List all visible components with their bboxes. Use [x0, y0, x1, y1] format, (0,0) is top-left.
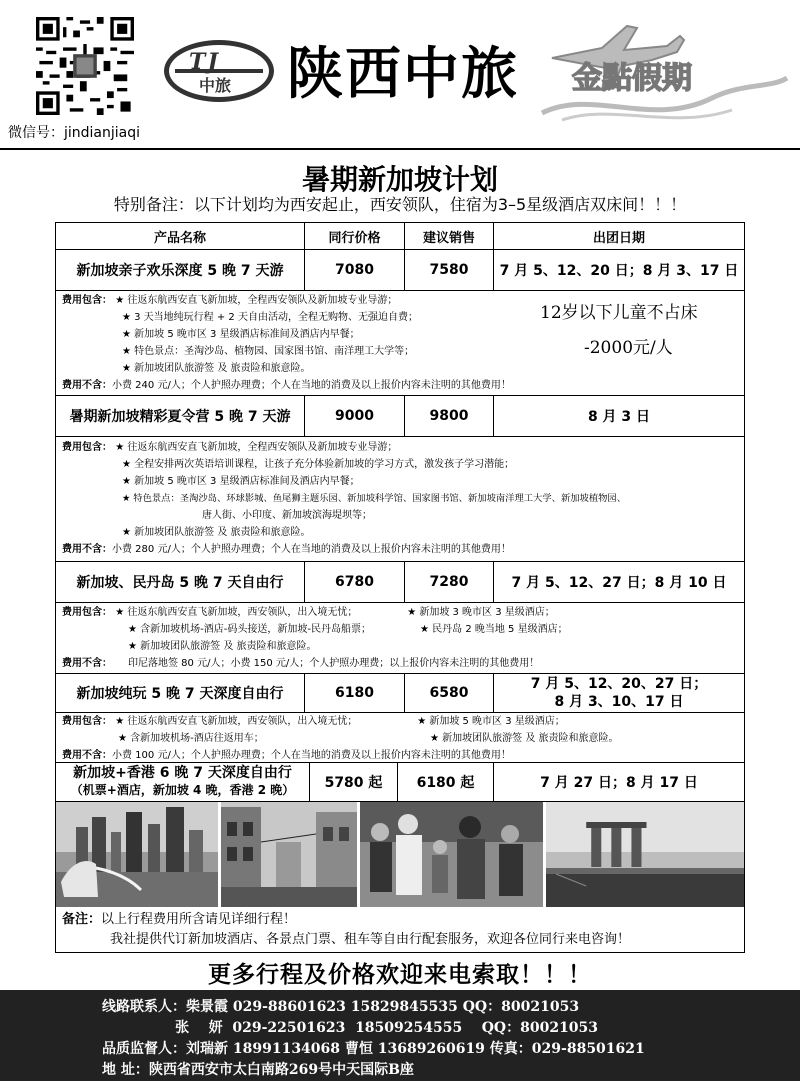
product-name: 暑期新加坡精彩夏令营 5 晚 7 天游: [56, 396, 305, 436]
dates-line-1: 7 月 5、12、20、27 日；: [530, 676, 708, 692]
supervisor-line: 品质监督人：刘瑞新 18991134068 曹恒 13689260619 传真：029-88501621: [102, 1041, 645, 1057]
departure-dates: 7 月 27 日；8 月 17 日: [540, 775, 698, 791]
include-item: ★ 新加坡团队旅游签 及 旅责险和旅意险。: [128, 641, 317, 652]
address-line: 地 址：陕西省西安市太白南路269号中天国际B座: [102, 1062, 414, 1078]
product-name: 新加坡、民丹岛 5 晚 7 天自由行: [56, 562, 305, 602]
company-logo: [164, 40, 274, 102]
departure-dates: [494, 674, 744, 712]
include-item: ★ 含新加坡机场-酒店-码头接送，新加坡-民丹岛船票；: [128, 624, 371, 635]
include-item: ★ 特色景点：圣淘沙岛、植物园、国家图书馆、南洋理工大学等；: [122, 346, 415, 357]
include-item: ★ 3 天当地纯玩行程 + 2 天自由活动，全程无购物、无强迫自费；: [122, 312, 418, 323]
table-row: [55, 395, 745, 437]
include-item: ★ 民丹岛 2 晚当地 5 星级酒店；: [420, 624, 568, 635]
wechat-id: 微信号：jindianjiaqi: [8, 125, 141, 141]
trade-price: 6180: [305, 674, 405, 712]
includes-label: 费用包含：: [62, 607, 112, 618]
include-item: ★ 全程安排两次英语培训课程，让孩子充分体验新加坡的学习方式，激发孩子学习潜能；: [122, 459, 515, 470]
include-item: ★ 新加坡团队旅游签 及 旅责险和旅意险。: [430, 733, 619, 744]
note-label: 备注：: [62, 912, 102, 927]
include-item: 唐人街、小印度、新加坡滨海堤坝等；: [202, 510, 372, 521]
contact-line-1: 线路联系人：柴景霞 029-88601623 15829845535 QQ：80021053: [102, 999, 580, 1015]
family-photo: [360, 802, 543, 907]
logo-subtext: 中旅: [199, 76, 232, 95]
include-item: ★ 新加坡 5 晚市区 3 星级酒店；: [417, 716, 565, 727]
excludes-label: 费用不含：: [62, 380, 112, 391]
retail-price: 7280: [405, 562, 494, 602]
marina-bay-photo: [546, 802, 744, 907]
header: [0, 0, 800, 150]
include-item: ★ 新加坡 3 晚市区 3 星级酒店；: [407, 607, 555, 618]
col-header-product: 产品名称: [56, 223, 305, 249]
departure-dates: 7 月 5、12、27 日；8 月 10 日: [511, 575, 727, 591]
remarks-box: [55, 907, 745, 953]
includes-label: 费用包含：: [62, 295, 112, 306]
golden-holiday-text: 金點假期: [572, 61, 692, 96]
include-item: ★ 新加坡 5 晚市区 3 星级酒店标准间及酒店内早餐；: [122, 329, 360, 340]
photo-strip: [55, 802, 745, 907]
golden-holiday-logo: [532, 18, 792, 130]
merlion-skyline-photo: [56, 802, 218, 907]
trade-price: 6780: [305, 562, 405, 602]
qr-code-image: [36, 17, 134, 115]
retail-price: 7580: [405, 250, 494, 290]
include-item: ★ 含新加坡机场-酒店往返用车；: [118, 733, 264, 744]
include-item: ★ 往返东航西安直飞新加坡，西安领队，出入境无忧；: [115, 607, 358, 618]
product-details: [55, 713, 745, 763]
departure-dates: 8 月 3 日: [587, 409, 651, 425]
includes-label: 费用包含：: [62, 716, 112, 727]
trade-price: 5780 起: [310, 763, 398, 801]
product-details: [55, 437, 745, 561]
product-name: [56, 763, 310, 801]
logo-mark: TJ: [189, 49, 220, 75]
col-header-dates: 出团日期: [592, 230, 645, 246]
excludes-text: 印尼落地签 80 元/人；小费 150 元/人；个人护照办理费；以上报价内容未注明的其他费用！: [128, 658, 540, 669]
product-name-line-1: 新加坡+香港 6 晚 7 天深度自由行: [73, 765, 292, 781]
include-item: ★ 往返东航西安直飞新加坡，西安领队，出入境无忧；: [115, 716, 358, 727]
excludes-text: 小费 280 元/人；个人护照办理费；个人在当地的消费及以上报价内容未注明的其他费用！: [112, 544, 511, 555]
product-name: 新加坡亲子欢乐深度 5 晚 7 天游: [56, 250, 305, 290]
excludes-label: 费用不含：: [62, 658, 112, 669]
table-row: [55, 249, 745, 291]
include-item: ★ 往返东航西安直飞新加坡，全程西安领队及新加坡专业导游；: [115, 295, 398, 306]
page-title: 暑期新加坡计划: [301, 163, 498, 196]
include-item: ★ 新加坡 5 晚市区 3 星级酒店标准间及酒店内早餐；: [122, 476, 360, 487]
excludes-text: 小费 240 元/人；个人护照办理费；个人在当地的消费及以上报价内容未注明的其他费用！: [112, 380, 511, 391]
child-policy-note: 12岁以下儿童不占床: [540, 303, 698, 323]
table-row: [55, 561, 745, 603]
product-name: 新加坡纯玩 5 晚 7 天深度自由行: [56, 674, 305, 712]
departure-dates: 7 月 5、12、20 日；8 月 3、17 日: [499, 263, 739, 279]
excludes-label: 费用不含：: [62, 544, 112, 555]
excludes-label: 费用不含：: [62, 750, 112, 761]
note-line-1: 以上行程费用所含请见详细行程！: [101, 912, 297, 927]
contact-line-2: 张 妍 029-22501623 18509254555 QQ：80021053: [102, 1020, 599, 1036]
note-line-2: 我社提供代订新加坡酒店、各景点门票、租车等自由行配套服务，欢迎各位同行来电咨询！: [110, 932, 631, 947]
includes-label: 费用包含：: [62, 442, 112, 453]
trade-price: 9000: [305, 396, 405, 436]
dates-line-2: 8 月 3、10、17 日: [554, 694, 684, 710]
include-item: ★ 往返东航西安直飞新加坡，全程西安领队及新加坡专业导游；: [115, 442, 398, 453]
contact-footer: [0, 990, 800, 1081]
include-item: ★ 新加坡团队旅游签 及 旅责险和旅意险。: [122, 363, 311, 374]
excludes-text: 小费 100 元/人；个人护照办理费；个人在当地的消费及以上报价内容未注明的其他费用！: [112, 750, 511, 761]
product-details: [55, 603, 745, 673]
table-header-row: [55, 222, 745, 250]
child-discount-note: -2000元/人: [584, 338, 673, 358]
brand-name: 陕西中旅: [287, 42, 519, 107]
col-header-retail-price: 建议销售: [405, 223, 494, 249]
retail-price: 9800: [405, 396, 494, 436]
product-name-line-2: （机票+酒店，新加坡 4 晚，香港 2 晚）: [70, 783, 295, 797]
include-item: ★ 特色景点：圣淘沙岛、环球影城、鱼尾狮主题乐园、新加坡科学馆、国家图书馆、新加坡南洋理工大学、新加坡植物园、: [122, 493, 627, 504]
table-row: [55, 762, 745, 802]
retail-price: 6580: [405, 674, 494, 712]
retail-price: 6180 起: [398, 763, 494, 801]
include-item: ★ 新加坡团队旅游签 及 旅责险和旅意险。: [122, 527, 311, 538]
special-remark: 特别备注：以下计划均为西安起止，西安领队，住宿为3–5星级酒店双床间！！！: [113, 195, 687, 214]
contact-callout: 更多行程及价格欢迎来电索取！！！: [208, 961, 592, 988]
table-row: [55, 673, 745, 713]
trade-price: 7080: [305, 250, 405, 290]
street-photo: [221, 802, 357, 907]
col-header-trade-price: 同行价格: [305, 223, 405, 249]
